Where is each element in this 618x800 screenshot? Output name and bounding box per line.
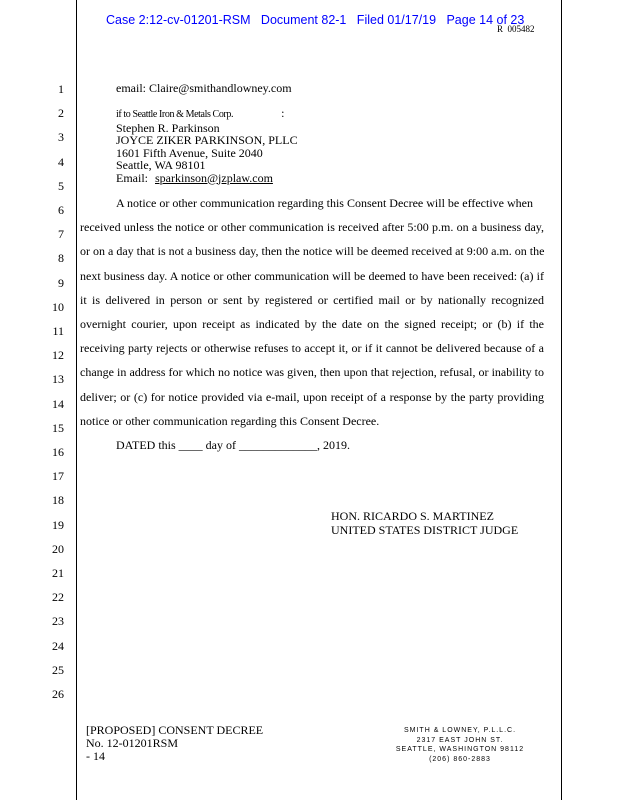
body-text-line: receiving party rejects or otherwise refuses to accept it, or if it cannot be delivered because of a (80, 341, 544, 356)
line-number: 2 (58, 106, 64, 121)
judge-title: UNITED STATES DISTRICT JUDGE (331, 523, 519, 537)
body-text-line: or on a day that is not a business day, then the notice will be deemed received at 9:00 a.m. on the (80, 244, 545, 259)
line-number: 26 (52, 687, 64, 701)
body-text-line: A notice or other communication regarding this Consent Decree will be effective when (116, 196, 533, 210)
line-number: 24 (52, 638, 64, 653)
claire-email-line: email: Claire@smithandlowney.com (116, 81, 292, 95)
email-label: Email: (116, 170, 148, 185)
line-number: 20 (52, 541, 64, 556)
line-number: 17 (52, 469, 64, 484)
body-text-line: deliver; or (c) for notice provided via e-mail, upon receipt of a response by the party providing (80, 389, 544, 404)
line-number: 16 (52, 445, 64, 459)
footer-doc-title: [PROPOSED] CONSENT DECREE (86, 723, 264, 737)
dated-line: DATED this ____ day of _____________, 2019. (116, 438, 350, 452)
addressee-street: 1601 Fifth Avenue, Suite 2040 (116, 145, 263, 160)
body-text-line: received unless the notice or other communication is received after 5:00 p.m. on a business day, (80, 220, 544, 235)
line-number: 22 (52, 590, 64, 605)
body-text-line: overnight courier, upon receipt as indicated by the date on the signed receipt; or (b) if the (80, 317, 544, 331)
firm-street: 2317 EAST JOHN ST. (416, 736, 504, 744)
colon: : (281, 106, 285, 120)
footer-caption (86, 724, 263, 763)
firm-phone: (206) 860-2883 (429, 755, 491, 763)
line-number: 8 (58, 251, 64, 266)
if-to-label: if to Seattle Iron & Metals Corp. (116, 109, 234, 120)
left-margin-rule (76, 0, 77, 800)
bates-number: R 005482 (497, 24, 535, 34)
line-number: 12 (52, 348, 64, 363)
addressee-name: Stephen R. Parkinson (116, 120, 220, 135)
line-number: 11 (52, 324, 64, 338)
signature-block (331, 509, 518, 537)
line-number: 4 (58, 154, 64, 169)
addressee-email-link[interactable]: sparkinson@jzplaw.com (155, 170, 273, 185)
line-number: 21 (52, 566, 64, 580)
addressee-firm: JOYCE ZIKER PARKINSON, PLLC (116, 133, 298, 147)
addressee-city: Seattle, WA 98101 (116, 158, 206, 172)
address-block (116, 107, 298, 184)
line-number: 18 (52, 493, 64, 508)
line-number: 5 (58, 178, 64, 193)
body-text-line: it is delivered in person or sent by registered or certified mail or by nationally recognized (80, 292, 544, 307)
line-number: 3 (58, 130, 64, 145)
line-number: 9 (58, 275, 64, 290)
line-number: 13 (52, 372, 64, 387)
line-number: 25 (52, 662, 64, 677)
judge-name: HON. RICARDO S. MARTINEZ (331, 509, 494, 523)
body-text-line: next business day. A notice or other communication will be deemed to have been received: (a) if (80, 268, 544, 283)
footer-page-number: - 14 (86, 749, 105, 763)
firm-city: SEATTLE, WASHINGTON 98112 (395, 746, 525, 753)
footer-case-number: No. 12-01201RSM (86, 736, 179, 750)
line-number: 23 (52, 614, 64, 629)
body-text-line: notice or other communication regarding this Consent Decree. (80, 413, 380, 428)
line-number: 19 (52, 517, 64, 532)
line-number: 15 (52, 420, 64, 435)
footer-firm-block (380, 726, 540, 764)
line-number: 1 (58, 82, 64, 96)
line-number: 10 (52, 299, 64, 314)
right-margin-rule (561, 0, 562, 800)
line-number: 14 (52, 396, 64, 411)
body-text-line: change in address for which no notice was given, then upon that rejection, refusal, or inability to (80, 365, 544, 380)
case-header-stamp: Case 2:12-cv-01201-RSM Document 82-1 Filed 01/17/19 Page 14 of 23 (106, 13, 525, 27)
line-number: 6 (58, 203, 64, 217)
line-number: 7 (58, 227, 64, 242)
firm-name: SMITH & LOWNEY, P.L.L.C. (403, 727, 517, 734)
